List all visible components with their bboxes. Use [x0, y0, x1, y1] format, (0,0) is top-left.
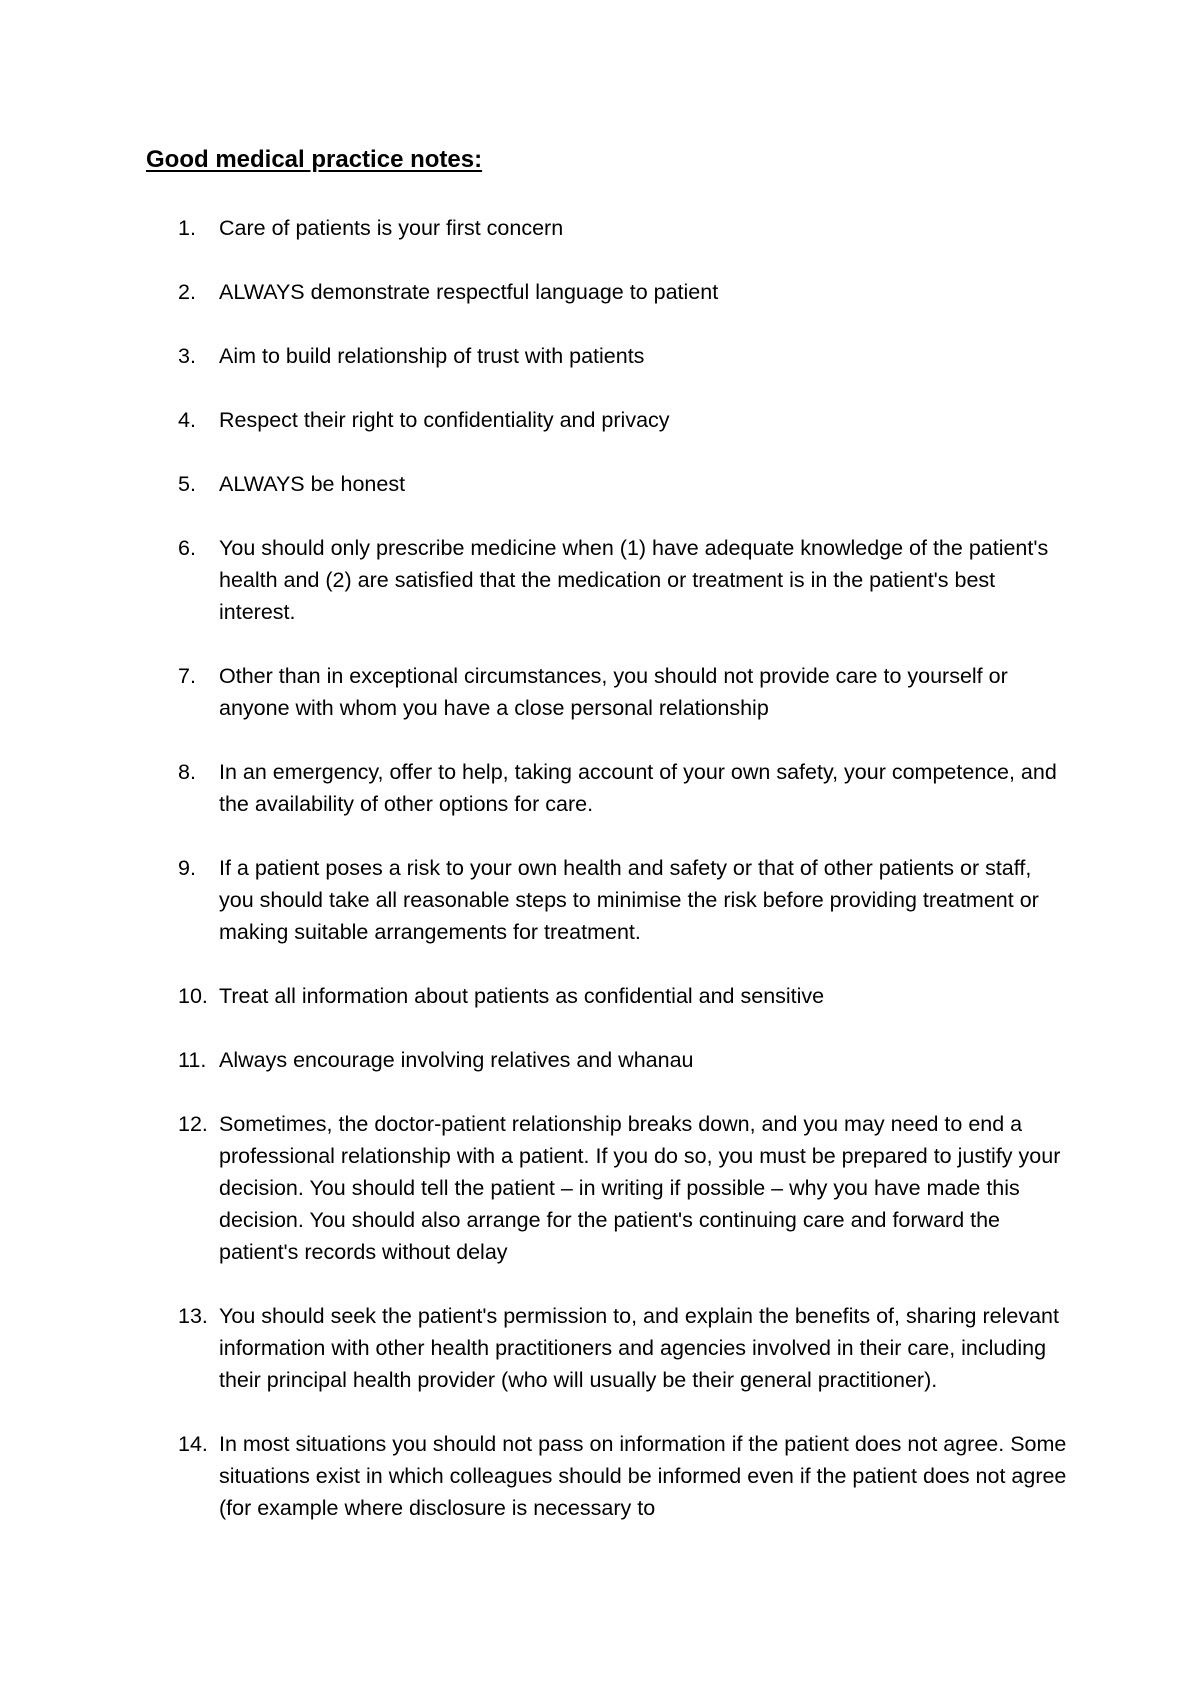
list-item-number: 1.: [178, 216, 196, 240]
page-title: Good medical practice notes:: [146, 146, 483, 173]
list-item: [0, 340, 1200, 372]
list-item: [0, 1108, 1200, 1268]
list-item-text: ALWAYS be honest: [219, 472, 406, 496]
list-item-number: 13.: [178, 1304, 208, 1328]
list-item-text: Aim to build relationship of trust with patients: [219, 344, 645, 368]
list-item-number: 4.: [178, 408, 196, 432]
list-item-text: Care of patients is your first concern: [219, 216, 564, 240]
list-item: [0, 852, 1200, 948]
list-item: [0, 212, 1200, 244]
list-item-text: Respect their right to confidentiality and privacy: [219, 408, 670, 432]
notes-list: [0, 212, 1200, 1556]
list-item: [0, 1428, 1200, 1524]
list-item-text: If a patient poses a risk to your own health and safety or that of other patients or staff, you should take all reasonable steps to minimise the risk before providing treatment or making suitable arrangements for treatment.: [219, 856, 1039, 944]
list-item-number: 5.: [178, 472, 196, 496]
list-item: [0, 756, 1200, 820]
list-item: [0, 660, 1200, 724]
list-item-text: ALWAYS demonstrate respectful language to patient: [219, 280, 719, 304]
list-item-text: Sometimes, the doctor-patient relationship breaks down, and you may need to end a professional relationship with a patient. If you do so, you must be prepared to justify your decision. You should tell the patient – in writing if possible – why you have made this decision. You should also arrange for the patient's continuing care and forward the patient's records without delay: [219, 1112, 1061, 1264]
list-item-number: 10.: [178, 984, 208, 1008]
list-item-number: 2.: [178, 280, 196, 304]
list-item-number: 9.: [178, 856, 196, 880]
list-item-text: Other than in exceptional circumstances, you should not provide care to yourself or anyone with whom you have a close personal relationship: [219, 664, 1008, 720]
list-item-number: 3.: [178, 344, 196, 368]
list-item-number: 8.: [178, 760, 196, 784]
list-item: [0, 404, 1200, 436]
list-item-text: In most situations you should not pass on information if the patient does not agree. Some situations exist in which colleagues should be informed even if the patient does not agree (for example where disclosure is necessary to: [219, 1432, 1067, 1520]
list-item: [0, 980, 1200, 1012]
list-item: [0, 1044, 1200, 1076]
list-item-text: Always encourage involving relatives and whanau: [219, 1048, 694, 1072]
list-item-number: 12.: [178, 1112, 208, 1136]
list-item-number: 14.: [178, 1432, 208, 1456]
list-item-text: You should seek the patient's permission to, and explain the benefits of, sharing relevant information with other health practitioners and agencies involved in their care, including their principal health provider (who will usually be their general practitioner).: [219, 1304, 1059, 1392]
list-item: [0, 532, 1200, 628]
list-item-text: Treat all information about patients as confidential and sensitive: [219, 984, 825, 1008]
list-item-number: 7.: [178, 664, 196, 688]
list-item: [0, 276, 1200, 308]
list-item-text: You should only prescribe medicine when (1) have adequate knowledge of the patient's health and (2) are satisfied that the medication or treatment is in the patient's best interest.: [219, 536, 1049, 624]
list-item: [0, 1300, 1200, 1396]
list-item-number: 11.: [178, 1048, 207, 1072]
list-item-number: 6.: [178, 536, 196, 560]
list-item: [0, 468, 1200, 500]
list-item-text: In an emergency, offer to help, taking account of your own safety, your competence, and the availability of other options for care.: [219, 760, 1057, 816]
